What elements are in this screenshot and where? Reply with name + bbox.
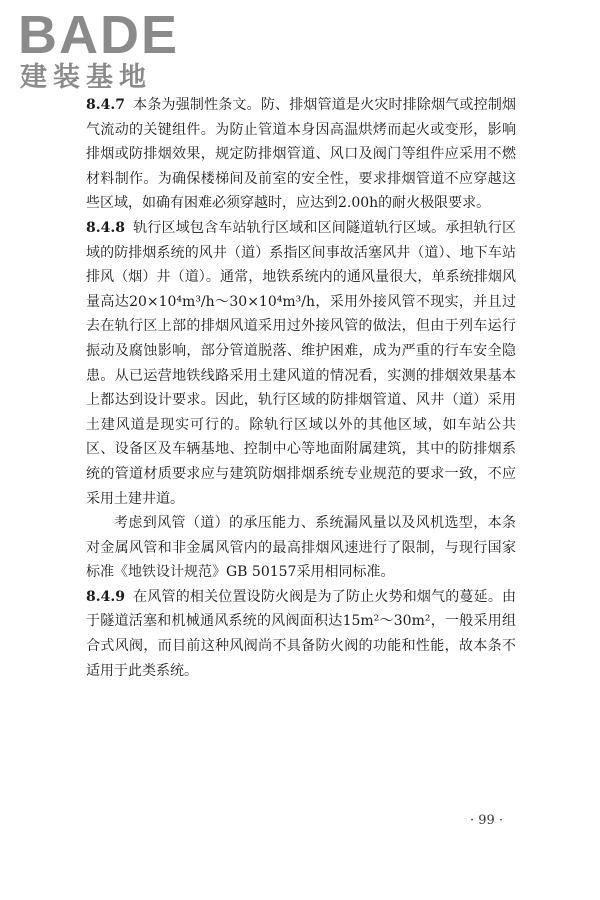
watermark-brand: BADE: [18, 5, 180, 65]
section-text: 考虑到风管（道）的承压能力、系统漏风量以及风机选型，本条对金属风管和非金属风管内的最高排烟风速进行了限制，与现行国家标准《地铁设计规范》GB 50157采用相同标准。: [86, 515, 516, 581]
watermark-subtitle: 建装基地: [20, 62, 152, 93]
watermark-logo: [8, 4, 183, 96]
document-body: [86, 93, 516, 683]
section-text: 轨行区域包含车站轨行区域和区间隧道轨行区域。承担轨行区域的防排烟系统的风井（道）系指区间事故活塞风井（道）、地下车站排风（烟）井（道）。通常，地铁系统内的通风量很大，单系统排烟风量高达20×10⁴m³/h～30×10⁴m³/h，采用外接风管不现实，并且过去在轨行区上部的排烟风道采用过外接风管的做法，但由于列车运行振动及腐蚀影响，部分管道脱落、维护困难，成为严重的行车安全隐患。从已运营地铁线路采用土建风道的情况看，实测的排烟效果基本上都达到设计要求。因此，轨行区域的防排烟管道、风井（道）采用土建风道是现实可行的。除轨行区域以外的其他区域，如车站公共区、设备区及车辆基地、控制中心等地面附属建筑，其中的防排烟系统的管道材质要求应与建筑防烟排烟系统专业规范的要求一致，不应采用土建井道。: [86, 219, 516, 507]
section-8-4-7: [86, 93, 516, 216]
section-8-4-8-continued: [86, 511, 516, 585]
section-8-4-8: [86, 216, 516, 511]
section-text: 在风管的相关位置设防火阀是为了防止火势和烟气的蔓延。由于隧道活塞和机械通风系统的风阀面积达15m²～30m²，一般采用组合式风阀，而目前这种风阀尚不具备防火阀的功能和性能，故本条不适用于此类系统。: [86, 588, 516, 679]
section-number: 8.4.8: [86, 219, 125, 236]
section-8-4-9: [86, 585, 516, 683]
page-number: · 99 ·: [470, 813, 504, 828]
section-number: 8.4.7: [86, 97, 125, 113]
section-text: 本条为强制性条文。防、排烟管道是火灾时排除烟气或控制烟气流动的关键组件。为防止管道本身因高温烘烤而起火或变形，影响排烟或防排烟效果，规定防排烟管道、风口及阀门等组件应采用不燃材料制作。为确保楼梯间及前室的安全性，要求排烟管道不应穿越这些区域，如确有困难必须穿越时，应达到2.00h的耐火极限要求。: [86, 97, 516, 212]
section-number: 8.4.9: [86, 588, 125, 605]
